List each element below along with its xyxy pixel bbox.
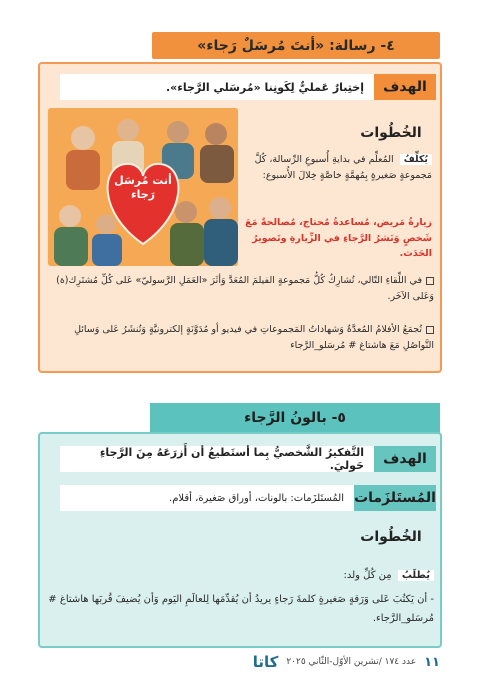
section4-task-paragraph [244, 152, 432, 183]
section5-request-rest: مِن كُلِّ ولد: [343, 570, 392, 581]
section5-steps-label: الخُطُوات [360, 529, 422, 545]
section5-request-label: يُطلَبُ [398, 570, 434, 581]
section5-materials-text: المُستَلزَمات: بالونات، أوراق صَغيرة، أقلام. [60, 485, 354, 511]
checkbox-icon [426, 326, 434, 334]
section5-materials-label: المُستَلزَمات [354, 485, 436, 511]
section4-bullet-1 [46, 273, 434, 304]
magazine-logo: كاتا [252, 653, 279, 671]
section5-goal-label: الهدف [374, 446, 436, 472]
section4-bullet-2 [46, 322, 434, 353]
page-number: ١١ [424, 654, 440, 670]
section4-task-text: المُعلِّم في بدايةِ أُسبوعِ الرِّسالة، كُلَّ مَجموعةٍ صَغيرةٍ بِمُهمَّةٍ خاصَّةٍ خِلالَ الأُسبوع: [254, 154, 432, 181]
illustration-caption: أنت مُرسَل رَجاء [114, 174, 172, 201]
issue-info: عدد ١٧٤ /تشرين الأوّل-الثّاني ٢٠٢٥ [286, 657, 417, 667]
section5-request-line [46, 568, 434, 584]
section4-task-activities: زيارةُ مَريض، مُساعدةُ مُحتاج، مُصالحةٌ مَعَ شَخصٍ وَنَشرُ الرَّجاءِ في الزِّيارةِ وتَصويرُ الحَدَث. [245, 217, 432, 259]
section4-title: ٤- رسالة: «أنتَ مُرسَلٌ رَجاء» [152, 32, 440, 59]
section4-bullet-1-text: في اللِّقاءِ التّالي، تُشارِكُ كُلُّ مَجموعةٍ الفيلمَ المُعَدَّ وَأثَرَ «العَمَلِ الرَّسوليّ» عَلى كُلِّ مُشتَرِك(ة) وَعَلى الآخَر. [56, 275, 434, 302]
illustration [48, 108, 238, 266]
section4-task-label: يُكلِّفُ [400, 154, 432, 165]
section5-title: ٥- بالونُ الرَّجاء [150, 403, 440, 433]
section5-request-text: - أن يَكتُبَ عَلى وَرَقةٍ صَغيرةٍ كلمةَ رَجاءٍ يريدُ أن يُقدِّمَها لِلعالَمِ اليَوم وَأن يُضيفَ قُربَها هاشتاغ # مُرسَلو_الرَّجاء. [48, 594, 434, 624]
section4-bullet-2-text: تُجمَعُ الأفلامُ المُعدَّةُ وَشهاداتُ المَجموعاتِ في فيديو أو مُدَوَّنَةٍ إلكترونيَّةٍ وَتُنشَرُ عَلى وَسائلِ التَّواصُلِ مَعَ هاشتاغ # مُرسَلو_الرَّجاء [74, 324, 434, 351]
section4-goal-text: إختِبارٌ عَمليٌّ لِكَونِنا «مُرسَلي الرَّجاء». [60, 74, 374, 100]
section5-goal-text: التَّفكيرُ الشَّخصيُّ بِما أستَطيعُ أن أَزرَعَهُ مِنَ الرَّجاءِ حَوليَ. [60, 446, 374, 472]
section4-steps-label: الخُطُوات [350, 120, 432, 146]
footer [40, 652, 440, 672]
section4-goal-label: الهدف [374, 74, 436, 100]
section5-materials-row [60, 485, 436, 511]
section4-goal-row [60, 74, 436, 100]
checkbox-icon [426, 277, 434, 285]
section5-goal-row [60, 446, 436, 472]
